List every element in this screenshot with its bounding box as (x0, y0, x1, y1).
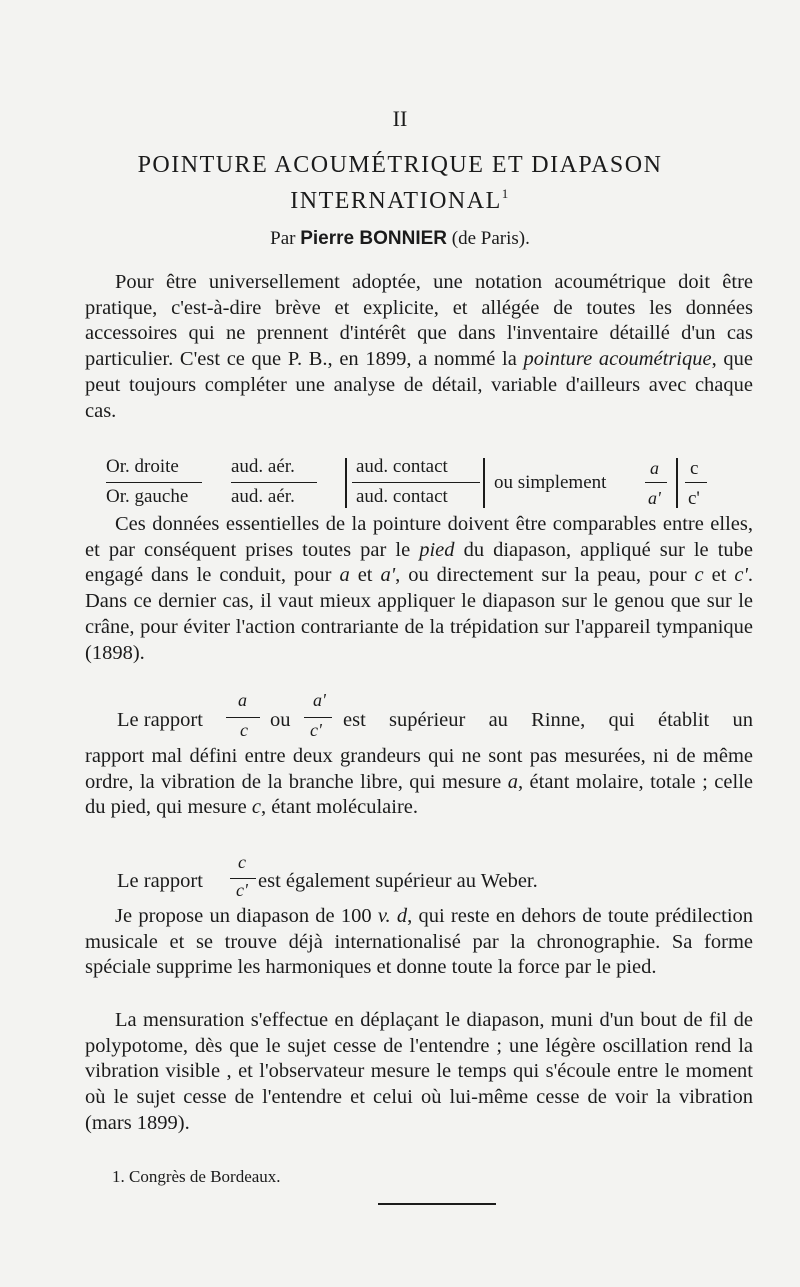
rule-label (106, 482, 202, 483)
rinne-text-1: rapport mal défini entre deux grandeurs qui ne sont pas mesurées, ni de même ordre, la vibration de la branche libre, qui mesure (85, 745, 753, 793)
rinne-text-2: , étant molaire, totale ; celle du pied, qui mesure (85, 770, 753, 819)
bar-left (345, 458, 347, 508)
rule-col1 (231, 482, 317, 483)
bar-ac (676, 458, 678, 508)
title-line-2-text: INTERNATIONAL (290, 188, 502, 214)
paragraph-pointure (85, 512, 753, 666)
intro-text-2: , que peut toujours compléter une analyse de détail, variable d'ailleurs avec chaque cas. (85, 348, 753, 422)
rapport1-prefix: Le rapport (117, 709, 203, 731)
p2-text-2: du diapason, appliqué sur le tube engagé dans le conduit, pour (85, 538, 753, 587)
paragraph-diapason (85, 904, 753, 981)
title-line-2 (0, 186, 800, 215)
p2-emphasis: pied (419, 538, 455, 561)
frac1-num: a (238, 690, 247, 710)
rapport1-suffix: est supérieur au Rinne, qui établit un (343, 709, 753, 731)
rinne-var-c: c (251, 796, 261, 819)
p2-var-c2: c' (734, 564, 748, 587)
frac2-bar (304, 717, 332, 718)
frac1-bar (226, 717, 260, 718)
byline (0, 228, 800, 250)
rinne-text-3: , étant moléculaire. (260, 796, 419, 819)
frac2-num: a' (313, 690, 326, 710)
notation-middle-text: ou simplement (494, 472, 607, 493)
rapport1-ou: ou (270, 709, 291, 731)
bar-right (483, 458, 485, 508)
weber-frac-den: c' (236, 880, 248, 900)
weber-frac-num: c (238, 852, 246, 872)
p3-text-1: Je propose un diapason de 100 (115, 905, 378, 927)
p2-text-4: , ou directement sur la peau, pour (395, 564, 695, 587)
rule-a (645, 482, 667, 483)
a-bottom: a' (648, 488, 661, 508)
p2-text-5: et (703, 564, 735, 587)
p2-text-6: . Dans ce dernier cas, il vaut mieux appliquer le diapason sur le genou que sur le crâne, pour éviter l'action contrariante de la trépidation sur l'appareil tympanique (1898). (85, 564, 754, 664)
title-line-1: POINTURE ACOUMÉTRIQUE ET DIAPASON (137, 152, 663, 178)
byline-prefix: Par (270, 228, 296, 249)
p2-var-a2: a' (380, 564, 396, 587)
title-note-marker: 1 (501, 186, 510, 201)
p2-text-1: Ces données essentielles de la pointure doivent être comparables entre elles, et par conséquent prises toutes par le (85, 513, 753, 561)
p3-unit: v. d (377, 905, 408, 927)
c-bottom: c' (688, 488, 700, 509)
paragraph-rinne-continuation (85, 744, 753, 821)
chapter-number: II (392, 106, 408, 131)
rule-c (685, 482, 707, 483)
rapport2-suffix: est également supérieur au Weber. (258, 870, 538, 892)
col2-top: aud. contact (356, 456, 448, 477)
footnote-marker: 1. (112, 1167, 125, 1186)
paragraph-intro (85, 270, 753, 424)
frac2-den: c' (310, 720, 322, 740)
a-top: a (650, 458, 659, 478)
footnote-rule (378, 1203, 496, 1205)
c-top: c (690, 458, 699, 479)
rule-col2 (352, 482, 480, 483)
row1-label: Or. droite (106, 456, 179, 477)
author-name: Pierre BONNIER (300, 228, 447, 249)
p2-var-a: a (339, 564, 350, 587)
byline-affiliation: (de Paris). (451, 228, 530, 249)
footnote-text: Congrès de Bordeaux. (129, 1167, 281, 1186)
col1-top: aud. aér. (231, 456, 295, 477)
p3-text-2: , qui reste en dehors de toute prédilection musicale et se trouve déjà internationalisé par la chronographie. Sa forme spéciale supprime les harmoniques et donne toute la force par le pied. (85, 905, 754, 979)
paragraph-mensuration (85, 1008, 753, 1137)
col2-bottom: aud. contact (356, 486, 448, 507)
intro-text-1: Pour être universellement adoptée, une notation acoumétrique doit être pratique, c'est-à-dire brève et explicite, et allégée de toutes les données accessoires qui ne prennent d'intérêt que dans l'inventaire détaillé d'un cas particulier. C'est ce que P. B., en 1899, a nommé la (85, 271, 753, 371)
row2-label: Or. gauche (106, 486, 189, 507)
frac1-den: c (240, 720, 248, 740)
p4-text: La mensuration s'effectue en déplaçant le diapason, muni d'un bout de fil de polypotome, dès que le sujet cesse de l'entendre ; une légère oscillation rend la vibration visible , et l'observateur mesure le temps qui s'écoule entre le moment où le sujet cesse de l'entendre et celui où lui-même cesse de voir la vibration (mars 1899). (85, 1009, 753, 1134)
intro-emphasis: pointure acoumétrique (523, 348, 712, 371)
footnote (112, 1167, 281, 1187)
p2-var-c: c (694, 564, 704, 587)
col1-bottom: aud. aér. (231, 486, 295, 507)
rinne-var-a: a (507, 770, 518, 793)
p2-text-3: et (349, 564, 381, 587)
rapport2-prefix: Le rapport (117, 870, 203, 892)
